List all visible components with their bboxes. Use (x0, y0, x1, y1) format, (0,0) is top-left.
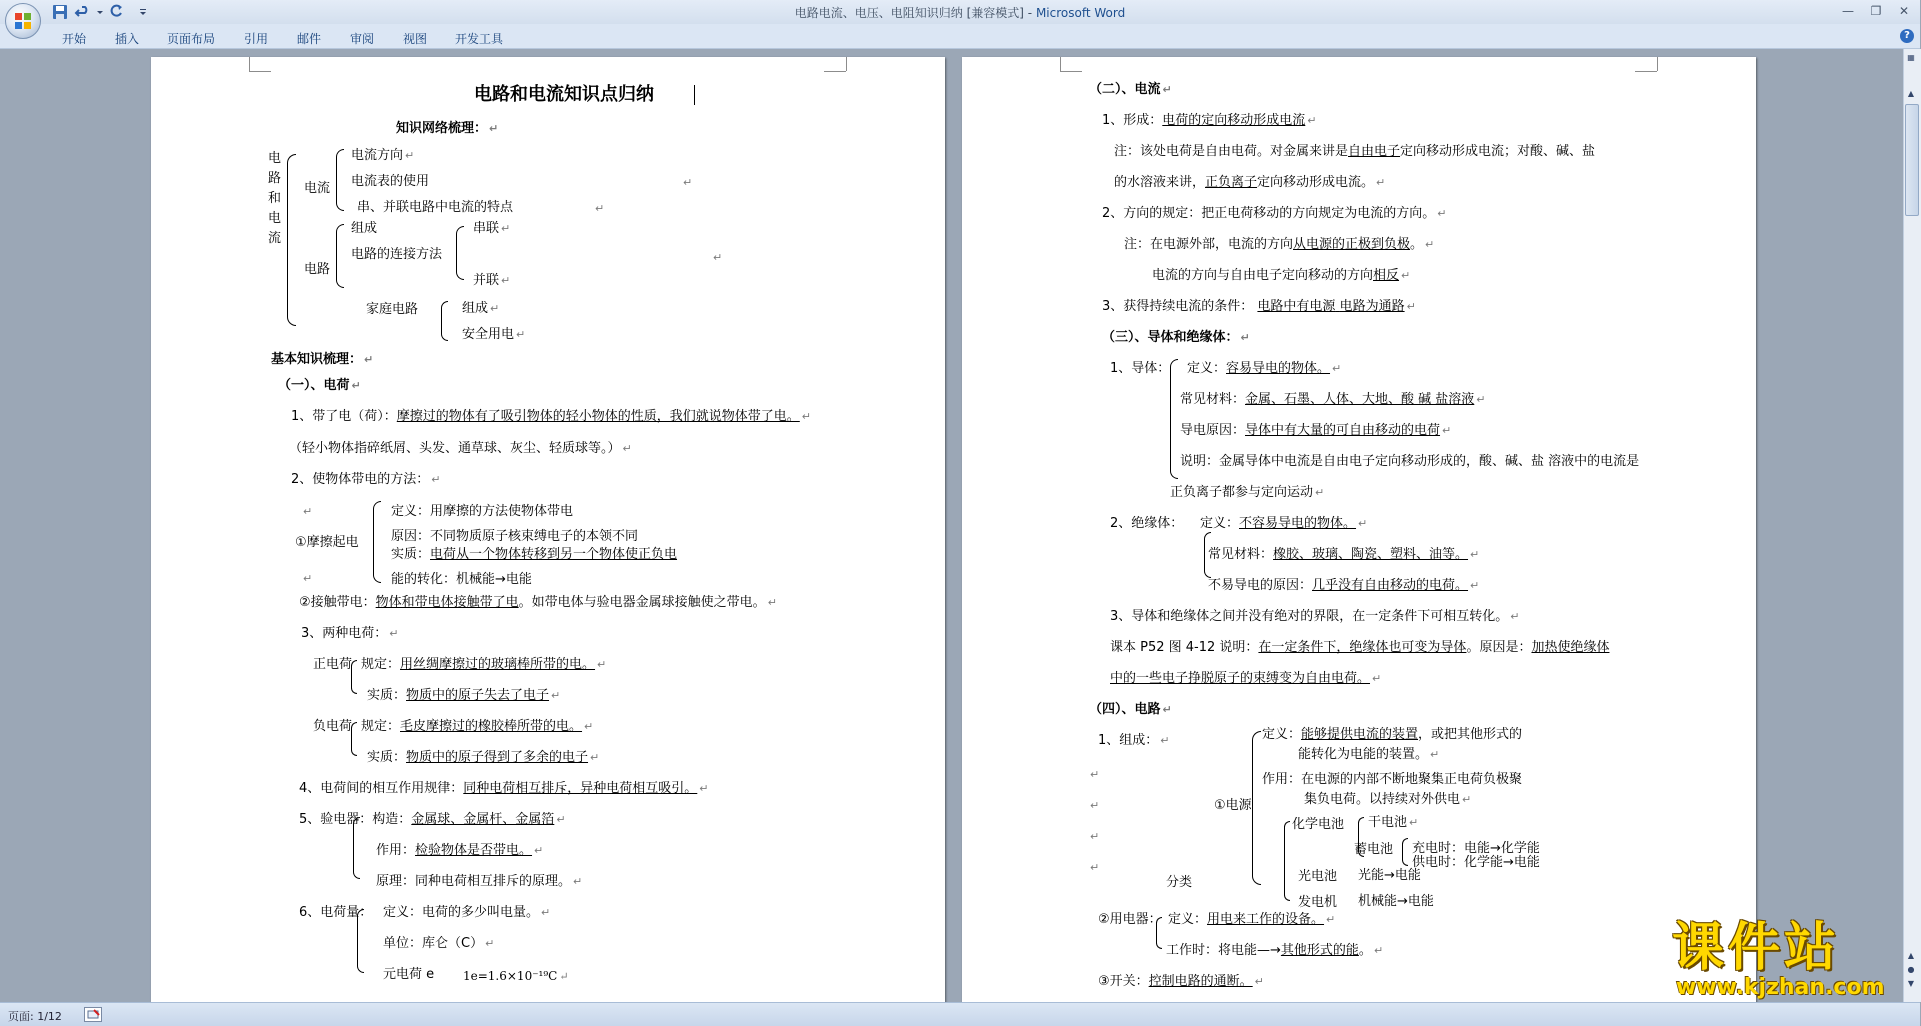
paragraph: 集负电荷。以持续对外供电 ↵ (1304, 792, 1472, 807)
paragraph-mark: ↵ (303, 572, 313, 585)
paragraph: 常见材料：金属、石墨、人体、大地、酸 碱 盐溶液 ↵ (1180, 392, 1486, 407)
crop-mark (1657, 57, 1658, 71)
rub-reason: 原因：不同物质原子核束缚电子的本领不同 (391, 529, 639, 544)
tree-item: 电流方向 ↵ (351, 148, 415, 163)
conductor-label: 1、导体： (1110, 361, 1171, 376)
crop-mark (1060, 57, 1061, 71)
rub-energy: 能的转化：机械能→电能 (391, 572, 532, 587)
brace (336, 224, 344, 288)
paragraph: 定义：能够提供电流的装置，或把其他形式的 (1262, 727, 1523, 742)
tree-root-char: 路 (268, 171, 282, 186)
section-heading: （二）、电流 ↵ (1089, 82, 1172, 97)
paragraph: 规定：毛皮摩擦过的橡胶棒所带的电。 ↵ (361, 719, 594, 734)
paragraph: ②接触带电：物体和带电体接触带了电。如带电体与验电器金属球接触使之带电。 ↵ (299, 595, 777, 610)
brace (351, 660, 357, 694)
generator-label: 发电机 (1298, 895, 1338, 910)
rub-label: ①摩擦起电 (295, 535, 359, 550)
brace (1156, 917, 1162, 949)
crop-mark (249, 71, 271, 72)
help-icon[interactable]: ? (1900, 29, 1914, 43)
brace (373, 501, 381, 583)
maximize-button[interactable]: ❐ (1870, 4, 1882, 18)
paragraph: 2、使物体带电的方法： ↵ (291, 472, 441, 487)
ribbon-tabs (0, 24, 1920, 49)
tab-insert[interactable]: 插入 (115, 32, 140, 46)
tab-references[interactable]: 引用 (244, 32, 269, 46)
clipped-line (391, 529, 811, 544)
paragraph: 规定：用丝绸摩擦过的玻璃棒所带的电。 ↵ (361, 657, 607, 672)
clipped-line (391, 504, 811, 519)
paragraph-mark: ↵ (1090, 768, 1100, 781)
page-count[interactable]: 页面: 1/12 (8, 1010, 62, 1023)
brace (1402, 838, 1408, 866)
section-heading: （三）、导体和绝缘体： ↵ (1102, 330, 1250, 345)
paragraph-mark: ↵ (1090, 830, 1100, 843)
photo-text: 光能→电能 (1358, 868, 1421, 883)
tree-current-label: 电流 (304, 181, 331, 196)
tab-mailings[interactable]: 邮件 (297, 32, 322, 46)
paragraph: 定义：容易导电的物体。 ↵ (1187, 361, 1342, 376)
tree-root-char: 电 (268, 151, 282, 166)
paragraph: 元电荷 e (383, 967, 435, 982)
chemical-battery-label: 化学电池 (1292, 817, 1345, 832)
rub-essence: 实质：电荷从一个物体转移到另一个物体使正负电 (391, 547, 678, 562)
paragraph-mark: ↵ (1090, 799, 1100, 812)
tab-review[interactable]: 审阅 (350, 32, 375, 46)
paragraph: 常见材料：橡胶、玻璃、陶瓷、塑料、油等。 ↵ (1208, 547, 1480, 562)
brace (1284, 821, 1290, 901)
paragraph: 作用：检验物体是否带电。 ↵ (376, 843, 544, 858)
paragraph: ③开关：控制电路的通断。 ↵ (1098, 974, 1264, 989)
paragraph: 5、验电器：构造：金属球、金属杆、金属箔 ↵ (299, 812, 566, 827)
next-page-icon[interactable]: ▼ (1907, 979, 1915, 988)
paragraph: 3、两种电荷： ↵ (301, 626, 399, 641)
paragraph: 定义：用电来工作的设备。 ↵ (1168, 912, 1336, 927)
tab-home[interactable]: 开始 (62, 32, 87, 46)
window-title (0, 4, 1920, 21)
page-2[interactable] (962, 57, 1756, 1017)
document-title: 电路电流、电压、电阻知识归纳 [兼容模式] (794, 6, 1024, 20)
paragraph: 正负离子都参与定向运动 ↵ (1170, 485, 1325, 500)
paragraph: 注：在电源外部，电流的方向从电源的正极到负极。 ↵ (1124, 237, 1435, 252)
tree-circuit-label: 电路 (304, 262, 331, 277)
brace (441, 301, 448, 341)
document-area (0, 49, 1903, 1002)
storage-battery-label: 蓄电池 (1354, 842, 1394, 857)
brace (287, 154, 296, 326)
paragraph: 的水溶液来讲，正负离子定向移动形成电流。 ↵ (1114, 175, 1386, 190)
paragraph: 3、获得持续电流的条件： 电路中有电源 电路为通路 ↵ (1102, 299, 1416, 314)
section-heading: （一）、电荷 ↵ (278, 378, 361, 393)
previous-page-icon[interactable]: ▲ (1907, 951, 1915, 960)
crop-mark (824, 71, 846, 72)
dry-cell-label: 干电池 ↵ (1368, 815, 1419, 830)
clipped-line (1412, 841, 1572, 856)
paragraph: 导电原因：导体中有大量的可自由移动的电荷 ↵ (1180, 423, 1452, 438)
tab-developer[interactable]: 开发工具 (455, 32, 504, 46)
positive-charge-label: 正电荷 (313, 657, 353, 672)
paragraph: 电流的方向与自由电子定向移动的方向相反 ↵ (1152, 268, 1411, 283)
crop-mark (1635, 71, 1657, 72)
brace (456, 226, 464, 280)
basic-heading: 基本知识梳理： ↵ (271, 352, 374, 367)
paragraph: 6、电荷量： (299, 905, 373, 920)
paragraph-mark: ↵ (595, 202, 605, 215)
crop-mark (249, 57, 250, 71)
status-bar (0, 1002, 1920, 1026)
paragraph-mark: ↵ (1090, 861, 1100, 874)
paragraph: （轻小物体指碎纸屑、头发、通草球、灰尘、轻质球等。） ↵ (289, 441, 632, 456)
paragraph: 4、电荷间的相互作用规律：同种电荷相互排斥，异种电荷相互吸引。 ↵ (299, 781, 709, 796)
clipped-line (1358, 868, 1458, 883)
paragraph: 注：该处电荷是自由电荷。对金属来讲是自由电子定向移动形成电流；对酸、碱、盐 (1114, 144, 1596, 159)
ruler-toggle-icon[interactable]: ▦ (1907, 53, 1915, 62)
paragraph: 能转化为电能的装置。 ↵ (1298, 747, 1440, 762)
paragraph: 1、形成：电荷的定向移动形成电流 ↵ (1102, 113, 1317, 128)
paragraph: 工作时：将电能—→其他形式的能。 ↵ (1166, 943, 1384, 958)
scroll-up-icon[interactable]: ▲ (1907, 89, 1915, 98)
paragraph: 实质：物质中的原子得到了多余的电子 ↵ (367, 750, 600, 765)
paragraph: 说明：金属导体中电流是自由电子定向移动形成的，酸、碱、盐 溶液中的电流是 (1180, 454, 1640, 469)
paragraph: 定义：不容易导电的物体。 ↵ (1200, 516, 1368, 531)
tree-home-label: 家庭电路 (366, 302, 419, 317)
paragraph: 原理：同种电荷相互排斥的原理。 ↵ (376, 874, 583, 889)
text-cursor (694, 85, 695, 105)
paragraph: 3、导体和绝缘体之间并没有绝对的界限，在一定条件下可相互转化。 ↵ (1110, 609, 1520, 624)
brace (351, 722, 357, 756)
watermark-text: 课件站 (1672, 918, 1841, 978)
generator-text: 机械能→电能 (1358, 894, 1434, 909)
section-heading: （四）、电路 ↵ (1089, 702, 1172, 717)
tree-root-char: 流 (268, 231, 282, 246)
tree-item: 组成 (351, 221, 378, 236)
clipped-line (1358, 894, 1458, 909)
spelling-check-icon[interactable] (84, 1007, 102, 1022)
tree-root-char: 电 (268, 211, 282, 226)
insulator-label: 2、绝缘体： (1110, 516, 1184, 531)
charge-text: 充电时：电能→化学能 (1412, 841, 1540, 856)
paragraph: 课本 P52 图 4-12 说明：在一定条件下，绝缘体也可变为导体。原因是：加热使绝缘体 (1110, 640, 1610, 655)
composition-label: 1、组成： ↵ (1098, 733, 1170, 748)
negative-charge-label: 负电荷 (313, 719, 353, 734)
paragraph: 中的一些电子挣脱原子的束缚变为自由电荷。 ↵ (1110, 671, 1382, 686)
paragraph-mark: ↵ (713, 251, 723, 264)
tree-item: 串、并联电路中电流的特点 (357, 200, 514, 215)
close-button[interactable]: ✕ (1898, 4, 1910, 18)
watermark-logo (1672, 920, 1902, 1002)
browse-object-icon[interactable]: ● (1907, 965, 1915, 974)
crop-mark (1060, 71, 1082, 72)
tree-item: 电路的连接方法 (351, 247, 443, 262)
crop-mark (846, 57, 847, 71)
clipped-line (391, 546, 731, 564)
paragraph: 作用：在电源的内部不断地聚集正电荷负极聚 (1262, 772, 1523, 787)
title-separator: - (1023, 6, 1036, 20)
brace (353, 817, 360, 879)
scrollbar-thumb[interactable] (1905, 104, 1919, 216)
brace (336, 149, 344, 211)
tree-item: 并联 ↵ (473, 273, 511, 288)
tab-view[interactable]: 视图 (403, 32, 428, 46)
paragraph: 2、方向的规定：把正电荷移动的方向规定为电流的方向。 ↵ (1102, 206, 1447, 221)
paragraph: 实质：物质中的原子失去了电子 ↵ (367, 688, 561, 703)
clipped-line (391, 572, 811, 588)
tree-item: 串联 ↵ (473, 221, 511, 236)
title-bar (0, 0, 1920, 24)
app-name: Microsoft Word (1035, 6, 1126, 20)
tree-item: 安全用电 ↵ (462, 327, 526, 342)
elementary-charge-value: 1e=1.6×10⁻¹⁹C ↵ (463, 969, 569, 983)
page-title: 电路和电流知识点归纳 (474, 84, 654, 105)
paragraph: 不易导电的原因：几乎没有自由移动的电荷。 ↵ (1208, 578, 1480, 593)
classification-label: 分类 (1166, 875, 1193, 890)
tree-item: 组成 ↵ (462, 301, 500, 316)
paragraph-mark: ↵ (683, 176, 693, 189)
paragraph: 定义：电荷的多少叫电量。 ↵ (383, 905, 551, 920)
tree-item: 电流表的使用 (351, 174, 430, 189)
clipped-line (1412, 855, 1572, 871)
discharge-text: 供电时：化学能→电能 (1412, 855, 1540, 870)
brace (1252, 731, 1261, 885)
paragraph: 1、带了电（荷）：摩擦过的物体有了吸引物体的轻小物体的性质，我们就说物体带了电。 ↵ (291, 409, 812, 424)
network-heading: 知识网络梳理： ↵ (396, 121, 499, 136)
office-button[interactable] (5, 3, 41, 39)
paragraph-mark: ↵ (303, 505, 313, 518)
rub-definition: 定义：用摩擦的方法使物体带电 (391, 504, 574, 519)
power-source-label: ①电源 (1214, 798, 1252, 813)
photo-battery-label: 光电池 (1298, 869, 1338, 884)
page-1[interactable] (151, 57, 945, 1017)
office-logo-icon (14, 12, 32, 30)
appliance-label: ②用电器： (1098, 912, 1162, 927)
minimize-button[interactable]: — (1842, 4, 1854, 18)
watermark-url: www.kjzhan.com (1676, 975, 1885, 1000)
tree-root-char: 和 (268, 191, 282, 206)
brace (357, 909, 364, 973)
tab-page-layout[interactable]: 页面布局 (167, 32, 216, 46)
paragraph: 单位：库仑（C） ↵ (383, 936, 495, 951)
brace (1170, 359, 1178, 479)
